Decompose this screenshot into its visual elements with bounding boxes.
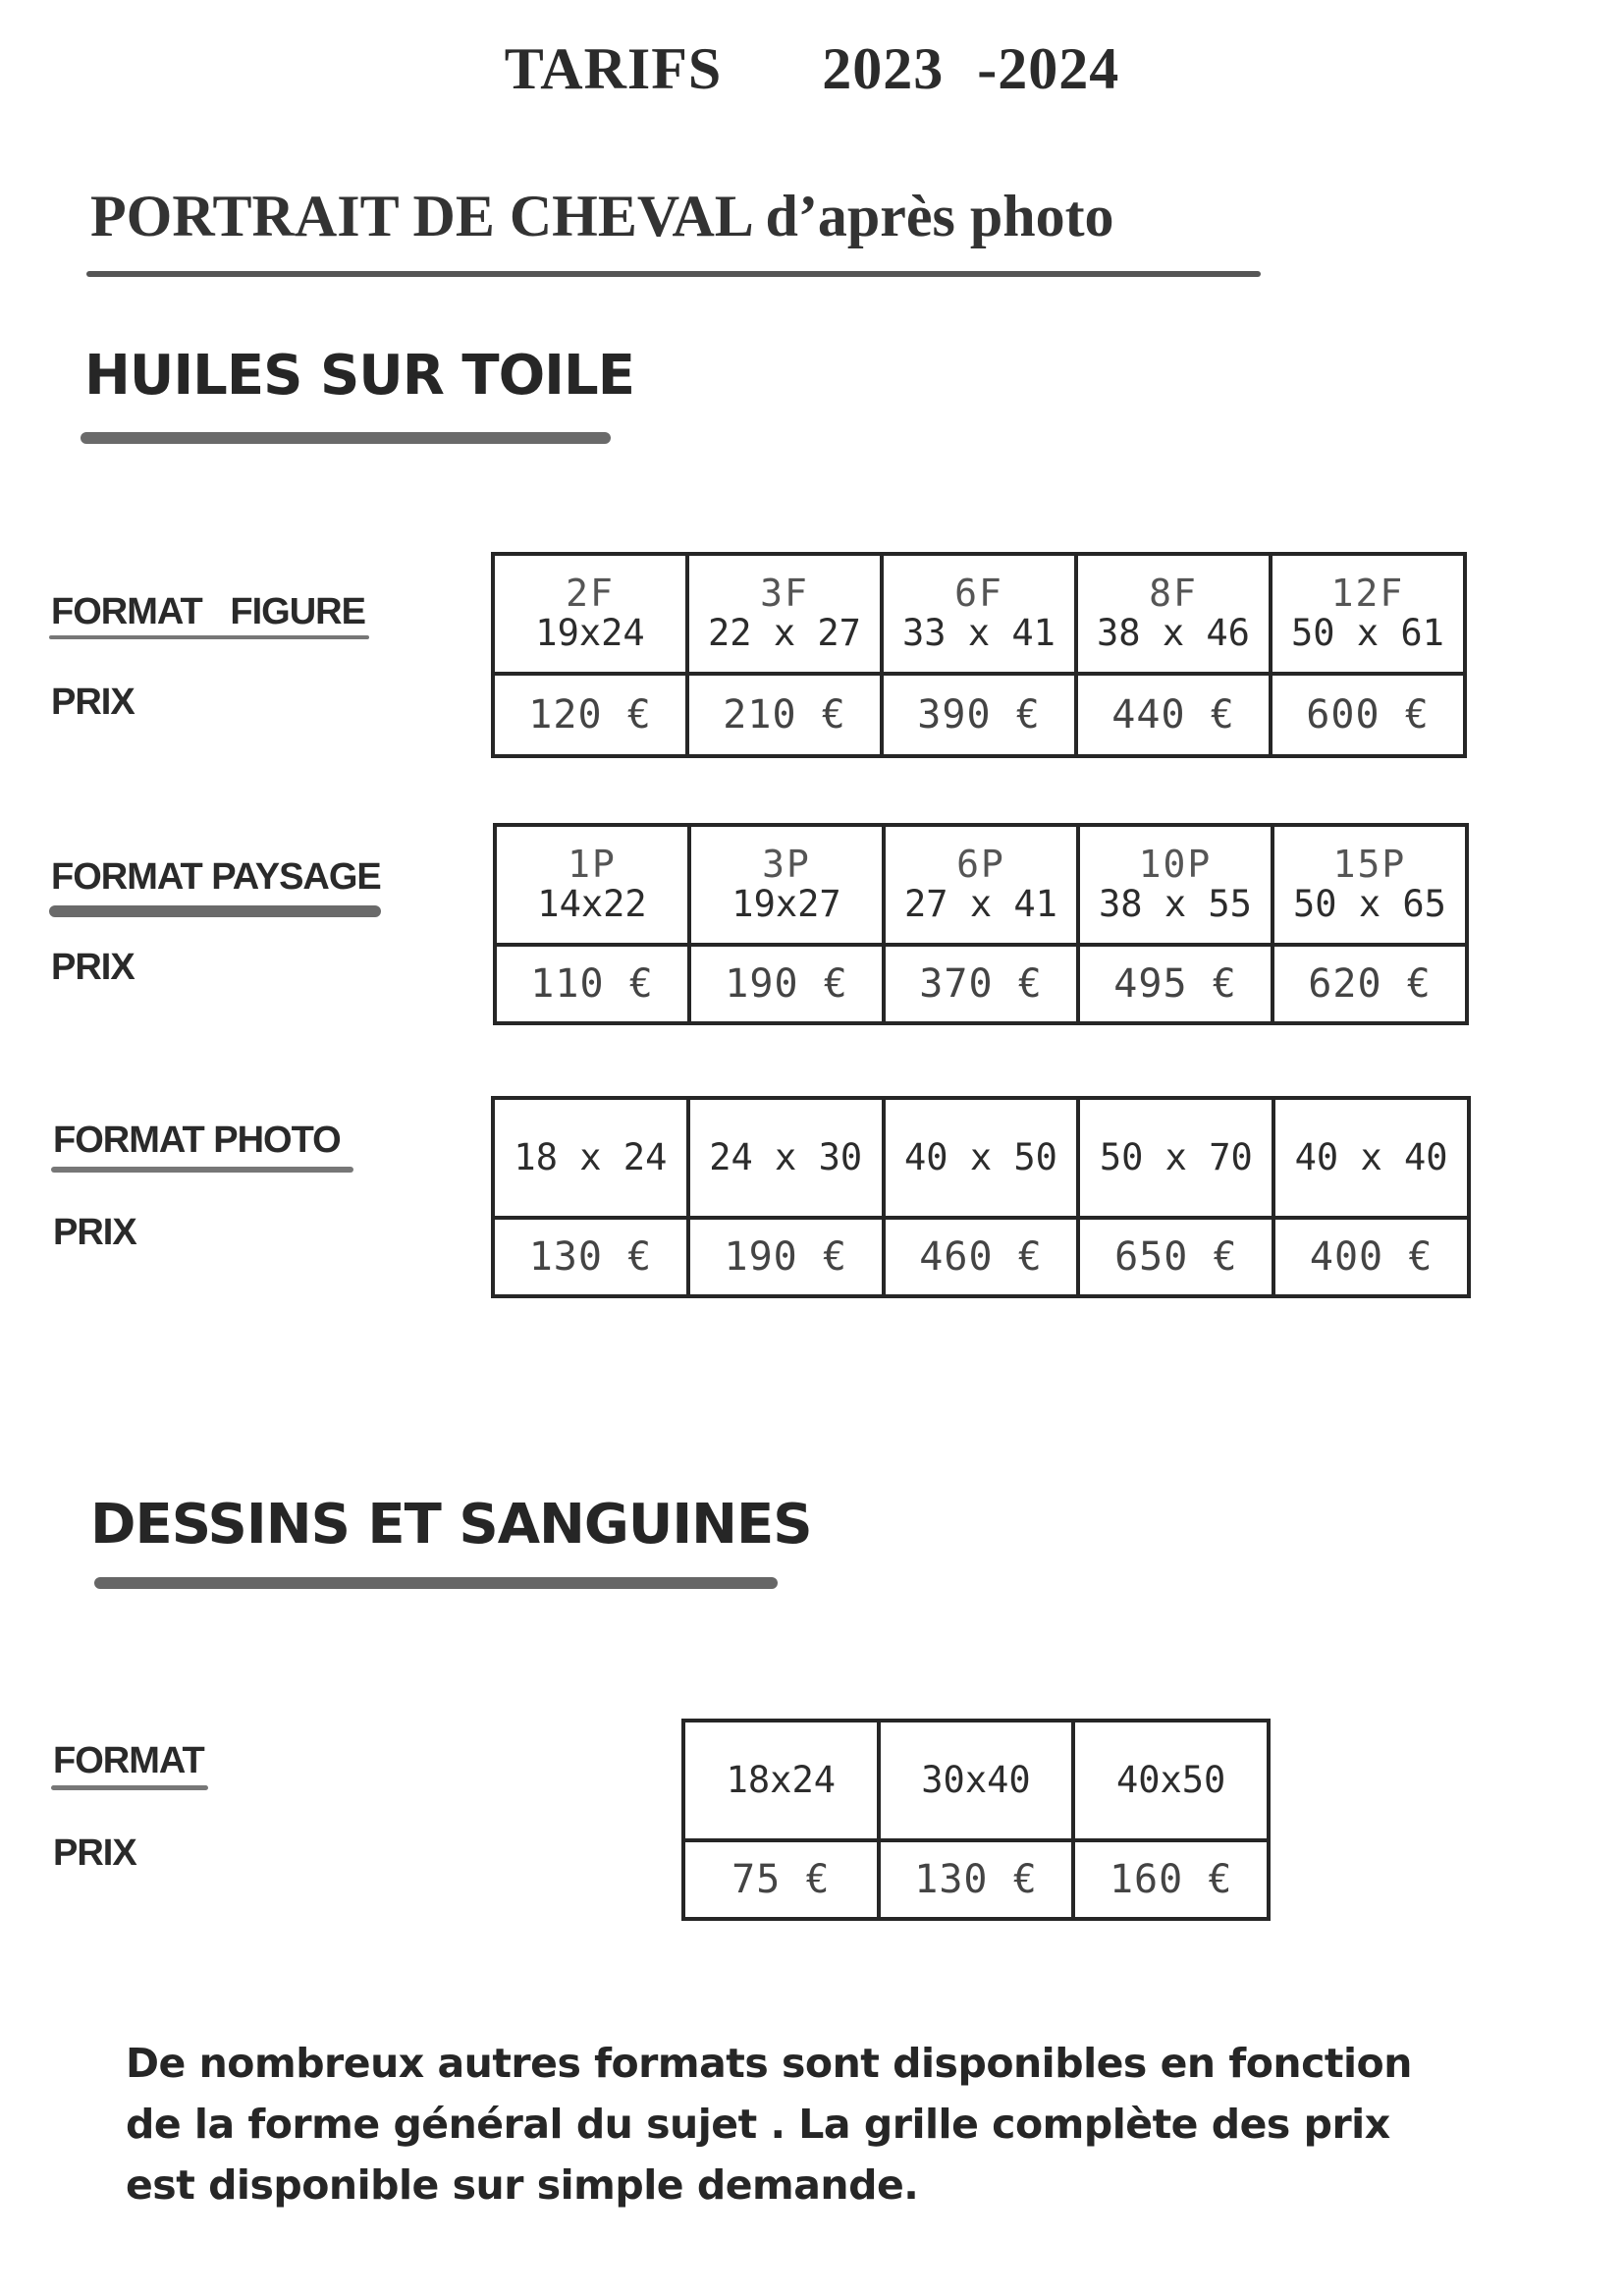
format-size: 18x24 xyxy=(726,1759,837,1801)
price-value: 370 € xyxy=(919,961,1043,1007)
format-size: 38 x 55 xyxy=(1099,883,1252,925)
format-code: 8F xyxy=(1149,572,1198,615)
paysage-price-label: PRIX xyxy=(51,947,135,988)
table-cell xyxy=(689,825,884,945)
paysage-price-table xyxy=(493,823,1469,1025)
photo-price-table xyxy=(491,1096,1471,1298)
table-cell xyxy=(1073,1721,1269,1840)
price-cell xyxy=(1272,945,1467,1023)
dessins-price-label: PRIX xyxy=(53,1832,136,1874)
photo-price-label: PRIX xyxy=(53,1212,136,1253)
price-cell xyxy=(688,1218,884,1296)
price-value: 495 € xyxy=(1113,961,1237,1007)
price-value: 400 € xyxy=(1309,1234,1434,1280)
format-size: 40x50 xyxy=(1115,1759,1226,1801)
price-cell xyxy=(493,674,687,756)
price-value: 440 € xyxy=(1111,692,1235,738)
table-cell xyxy=(879,1721,1074,1840)
price-cell xyxy=(879,1840,1074,1919)
format-code: 3F xyxy=(760,572,809,615)
figure-price-table xyxy=(491,552,1467,758)
format-size: 40 x 40 xyxy=(1294,1136,1448,1178)
table-cell xyxy=(1078,825,1272,945)
price-cell xyxy=(1073,1840,1269,1919)
price-value: 650 € xyxy=(1114,1234,1238,1280)
table-cell xyxy=(884,825,1078,945)
format-size: 50 x 61 xyxy=(1291,612,1444,654)
table-cell xyxy=(495,825,689,945)
format-size: 27 x 41 xyxy=(904,883,1057,925)
huiles-underline xyxy=(81,432,611,444)
format-size: 19x24 xyxy=(535,612,645,654)
price-value: 390 € xyxy=(917,692,1041,738)
price-cell xyxy=(1271,674,1465,756)
format-code: 3P xyxy=(762,843,811,886)
price-value: 620 € xyxy=(1308,961,1432,1007)
price-value: 460 € xyxy=(919,1234,1043,1280)
format-size: 50 x 70 xyxy=(1099,1136,1253,1178)
subtitle-underline xyxy=(86,271,1261,277)
table-cell xyxy=(493,1098,688,1218)
format-size: 30x40 xyxy=(921,1759,1031,1801)
price-value: 110 € xyxy=(530,961,654,1007)
price-cell xyxy=(882,674,1076,756)
price-cell xyxy=(884,1218,1079,1296)
price-value: 190 € xyxy=(724,1234,847,1280)
price-cell xyxy=(1078,1218,1273,1296)
format-size: 14x22 xyxy=(537,883,647,925)
format-code: 15P xyxy=(1332,843,1407,886)
format-code: 12F xyxy=(1330,572,1405,615)
figure-price-label: PRIX xyxy=(51,682,135,723)
page-title: TARIFS 2023 -2024 xyxy=(504,36,1120,101)
price-value: 75 € xyxy=(731,1857,831,1902)
price-cell xyxy=(1273,1218,1469,1296)
paysage-label-underline xyxy=(49,905,381,917)
price-value: 210 € xyxy=(723,692,846,738)
paysage-format-label: FORMAT PAYSAGE xyxy=(51,856,381,898)
section-heading-huiles: HUILES SUR TOILE xyxy=(84,344,634,408)
format-size: 50 x 65 xyxy=(1293,883,1446,925)
table-cell xyxy=(1078,1098,1273,1218)
table-cell xyxy=(1076,554,1271,674)
table-cell xyxy=(1272,825,1467,945)
table-cell xyxy=(688,1098,884,1218)
price-cell xyxy=(495,945,689,1023)
figure-format-label: FORMAT FIGURE xyxy=(51,591,365,632)
price-cell xyxy=(689,945,884,1023)
page-subtitle: PORTRAIT DE CHEVAL d’après photo xyxy=(90,184,1114,248)
dessins-price-table xyxy=(681,1719,1271,1921)
price-value: 600 € xyxy=(1306,692,1430,738)
format-size: 22 x 27 xyxy=(708,612,861,654)
table-cell xyxy=(1271,554,1465,674)
format-size: 24 x 30 xyxy=(709,1136,863,1178)
price-value: 160 € xyxy=(1109,1857,1233,1902)
dessins-underline xyxy=(94,1577,778,1589)
price-cell xyxy=(1076,674,1271,756)
figure-label-underline xyxy=(49,635,369,639)
table-cell xyxy=(493,554,687,674)
price-value: 130 € xyxy=(528,1234,653,1280)
price-cell xyxy=(683,1840,879,1919)
price-value: 120 € xyxy=(528,692,652,738)
format-size: 19x27 xyxy=(731,883,841,925)
format-code: 2F xyxy=(566,572,615,615)
table-cell xyxy=(687,554,882,674)
price-cell xyxy=(687,674,882,756)
dessins-label-underline xyxy=(51,1785,208,1790)
photo-label-underline xyxy=(51,1167,353,1173)
section-heading-dessins: DESSINS ET SANGUINES xyxy=(90,1493,812,1557)
price-cell xyxy=(493,1218,688,1296)
price-value: 130 € xyxy=(914,1857,1038,1902)
format-code: 6F xyxy=(954,572,1003,615)
format-size: 33 x 41 xyxy=(902,612,1056,654)
format-code: 1P xyxy=(568,843,617,886)
price-value: 190 € xyxy=(725,961,848,1007)
photo-format-label: FORMAT PHOTO xyxy=(53,1120,341,1161)
format-code: 10P xyxy=(1138,843,1213,886)
format-size: 18 x 24 xyxy=(514,1136,668,1178)
table-cell xyxy=(1273,1098,1469,1218)
table-cell xyxy=(884,1098,1079,1218)
table-cell xyxy=(683,1721,879,1840)
footer-note: De nombreux autres formats sont disponibles en fonction de la forme général du sujet . La grille complète des prix est disponible sur simple demande. xyxy=(126,2040,1412,2209)
dessins-format-label: FORMAT xyxy=(53,1740,204,1781)
format-size: 38 x 46 xyxy=(1097,612,1250,654)
table-cell xyxy=(882,554,1076,674)
format-code: 6P xyxy=(956,843,1005,886)
format-size: 40 x 50 xyxy=(904,1136,1057,1178)
price-cell xyxy=(884,945,1078,1023)
price-cell xyxy=(1078,945,1272,1023)
